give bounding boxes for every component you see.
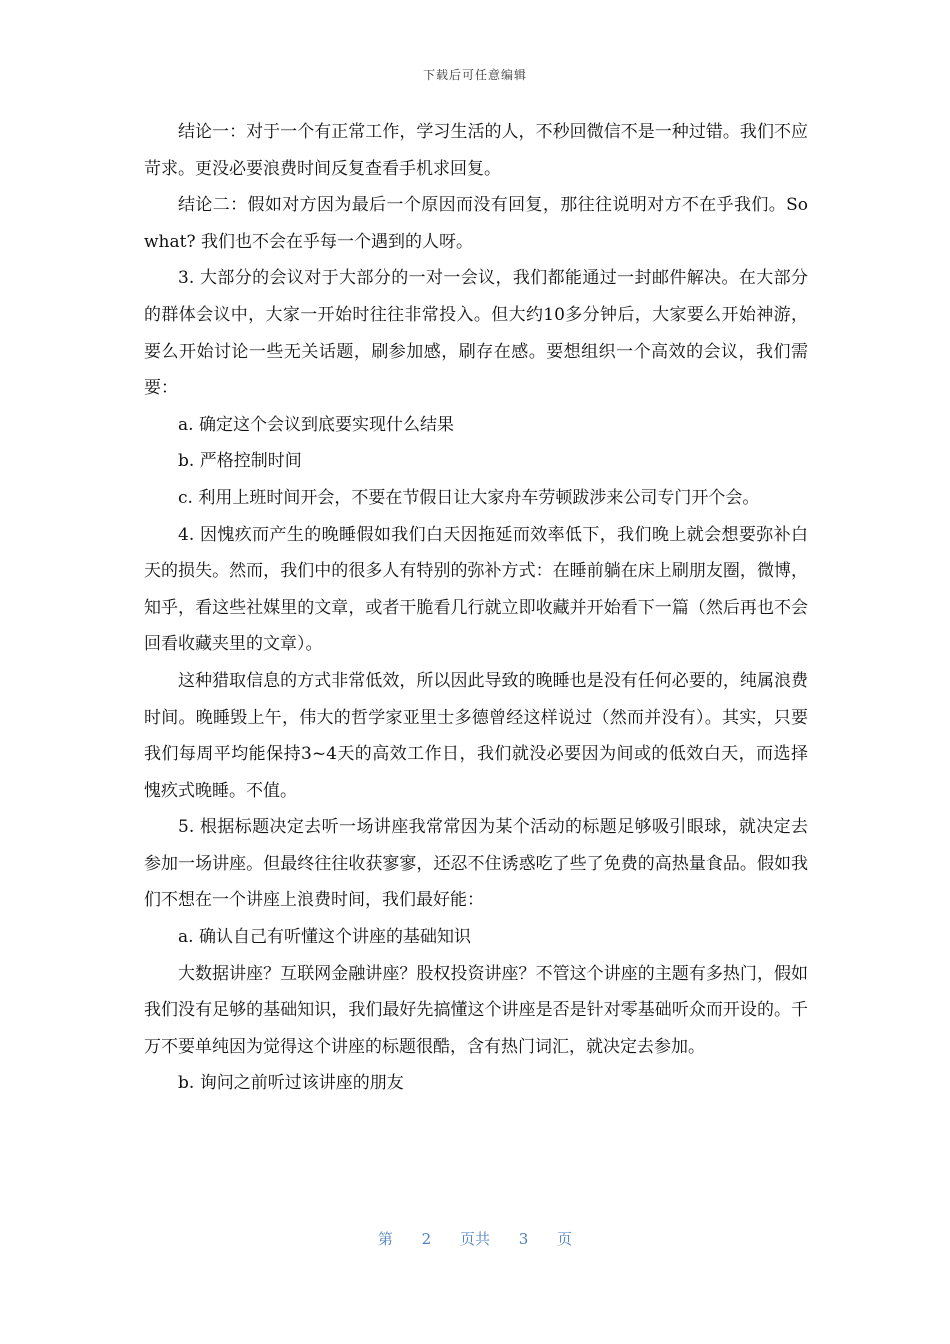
footer-prefix: 第 <box>377 1230 393 1248</box>
paragraph: b. 询问之前听过该讲座的朋友 <box>178 1073 404 1094</box>
paragraph: 4. 因愧疚而产生的晚睡假如我们白天因拖延而效率低下，我们晚上就会想要弥补白天的损失。然而，我们中的很多人有特别的弥补方式：在睡前躺在床上刷朋友圈，微博，知乎，看这些社媒里的文章，或者干脆看几行就立即收藏并开始看下一篇（然后再也不会回看收藏夹里的文章）。 <box>144 524 808 655</box>
page-footer <box>0 1228 950 1249</box>
paragraph: c. 利用上班时间开会，不要在节假日让大家舟车劳顿跋涉来公司专门开个会。 <box>178 487 760 508</box>
paragraph: a. 确定这个会议到底要实现什么结果 <box>178 414 454 435</box>
page-header: 下载后可任意编辑 <box>422 68 527 82</box>
paragraph: 3. 大部分的会议对于大部分的一对一会议，我们都能通过一封邮件解决。在大部分的群体会议中，大家一开始时往往非常投入。但大约10多分钟后，大家要么开始神游，要么开始讨论一些无关话题，刷参加感，刷存在感。要想组织一个高效的会议，我们需要： <box>144 268 808 399</box>
paragraph: 5. 根据标题决定去听一场讲座我常常因为某个活动的标题足够吸引眼球，就决定去参加一场讲座。但最终往往收获寥寥，还忍不住诱惑吃了些了免费的高热量食品。假如我们不想在一个讲座上浪费时间，我们最好能： <box>144 817 808 911</box>
paragraph: a. 确认自己有听懂这个讲座的基础知识 <box>178 927 471 948</box>
paragraph: 这种猎取信息的方式非常低效，所以因此导致的晚睡也是没有任何必要的，纯属浪费时间。晚睡毁上午，伟大的哲学家亚里士多德曾经这样说过（然而并没有）。其实，只要我们每周平均能保持3~4天的高效工作日，我们就没必要因为间或的低效白天，而选择愧疚式晚睡。不值。 <box>144 670 808 801</box>
footer-middle: 页共 <box>459 1230 490 1248</box>
document-body <box>144 114 808 1102</box>
footer-suffix: 页 <box>557 1230 573 1248</box>
footer-page-number: 2 <box>421 1230 432 1248</box>
paragraph: 结论二：假如对方因为最后一个原因而没有回复，那往往说明对方不在乎我们。So what? 我们也不会在乎每一个遇到的人呀。 <box>144 195 808 252</box>
footer-total-pages: 3 <box>518 1230 529 1248</box>
paragraph: b. 严格控制时间 <box>178 451 302 472</box>
paragraph: 大数据讲座？互联网金融讲座？股权投资讲座？不管这个讲座的主题有多热门，假如我们没有足够的基础知识，我们最好先搞懂这个讲座是否是针对零基础听众而开设的。千万不要单纯因为觉得这个讲座的标题很酷，含有热门词汇，就决定去参加。 <box>144 963 808 1057</box>
paragraph: 结论一：对于一个有正常工作，学习生活的人，不秒回微信不是一种过错。我们不应苛求。更没必要浪费时间反复查看手机求回复。 <box>144 122 808 179</box>
